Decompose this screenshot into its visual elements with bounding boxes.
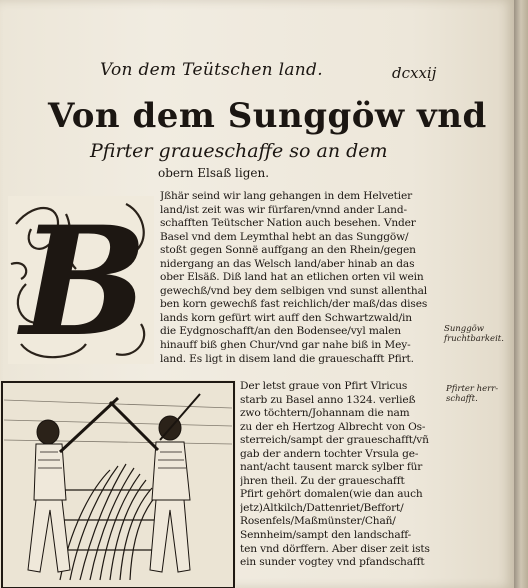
chapter-title: Von dem Sunggöw vnd: [48, 96, 487, 136]
text-line: die Eydgnoschafft/an den Bodensee/vyl malen: [160, 325, 401, 338]
chapter-subtitle: Pfirter graueschaffe so an dem: [90, 140, 388, 162]
text-line: land. Es ligt in disem land die graueschafft Pfirt.: [160, 352, 414, 365]
text-line: jetz)Altkilch/Dattenriet/Beffort/: [240, 501, 404, 514]
text-line: gab der andern tochter Vrsula ge-: [240, 447, 419, 460]
woodcut-illustration: [0, 380, 236, 588]
folio-number: dcxxij: [392, 64, 437, 82]
text-line: hinauff biß ghen Chur/vnd gar nahe biß in Mey-: [160, 339, 411, 352]
body-text-2: [240, 380, 444, 570]
running-title: Von dem Teütschen land.: [100, 60, 323, 80]
svg-text:B: B: [20, 194, 148, 366]
body-text: [160, 190, 442, 366]
text-line: ten vnd dörffern. Aber diser zeit ists: [240, 542, 430, 555]
chapter-subtitle-2: obern Elsaß ligen.: [158, 166, 270, 180]
decorated-initial-letter: [6, 194, 156, 366]
text-line: jhren theil. Zu der graueschafft: [240, 474, 405, 487]
text-line: Jßhär seind wir lang gehangen in dem Helvetier: [160, 190, 413, 202]
margin-note-1: [444, 324, 504, 344]
text-line: starb zu Basel anno 1324. verließ: [240, 393, 416, 406]
margin-note-line: fruchtbarkeit.: [444, 334, 504, 344]
text-line: sterreich/sampt der graueschafft/vñ: [240, 434, 429, 447]
text-line: Der letst graue von Pfirt Vlricus: [240, 380, 408, 392]
text-line: ober Elsäß. Diß land hat an etlichen orten vil wein: [160, 271, 424, 284]
text-line: Rosenfels/Maßmünster/Chañ/: [240, 515, 396, 528]
text-line: ein sunder vogtey vnd pfandschafft: [240, 556, 425, 569]
text-line: Sennheim/sampt den landschaff-: [240, 529, 412, 542]
margin-note-line: Pfirter herr-: [446, 384, 499, 394]
text-line: Basel vnd dem Leymthal hebt an das Sunggöw/: [160, 230, 409, 243]
margin-note-2: [446, 384, 498, 404]
text-line: ben korn gewechß fast reichlich/der maß/das dises: [160, 298, 428, 311]
text-line: nidergang an das Welsch land/aber hinab an das: [160, 257, 415, 270]
text-line: Pfirt gehört domalen(wie dan auch: [240, 488, 423, 501]
text-line: gewechß/vnd bey dem selbigen vnd sunst allenthal: [160, 284, 427, 297]
page-edge: [514, 0, 528, 588]
text-line: zu der eh Hertzog Albrecht von Os-: [240, 420, 426, 433]
text-line: zwo töchtern/Johannam die nam: [240, 407, 410, 420]
text-line: lands korn gefürt wirt auff den Schwartzwald/in: [160, 311, 412, 324]
text-line: stoßt gegen Sonnë auffgang an den Rhein/gegen: [160, 244, 416, 257]
text-line: schafften Teütscher Nation auch besehen. Vnder: [160, 217, 416, 230]
margin-note-line: schafft.: [446, 394, 478, 404]
text-line: land/ist zeit was wir fürfaren/vnnd ander Land-: [160, 203, 407, 216]
margin-note-line: Sunggöw: [444, 324, 485, 334]
text-line: nant/acht tausent marck sylber für: [240, 461, 423, 474]
